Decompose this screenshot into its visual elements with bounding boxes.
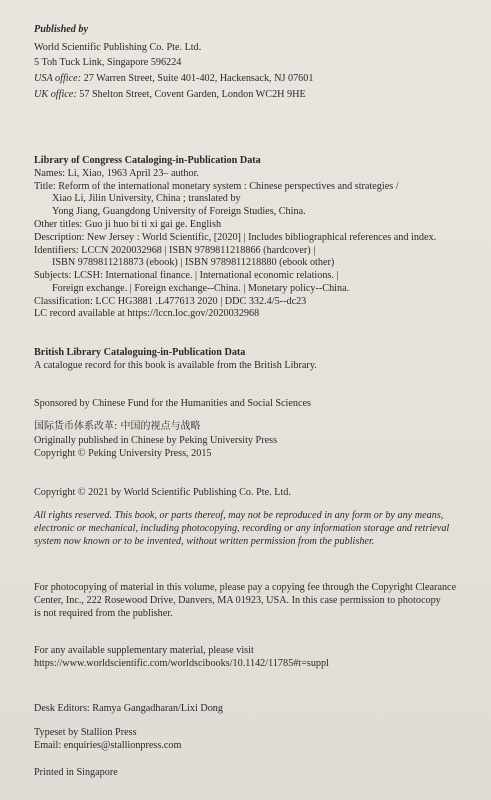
bl-text: A catalogue record for this book is available from the British Library. <box>34 360 317 371</box>
loc-line: Classification: LCC HG3881 .L477613 2020 | DDC 332.4/5--dc23 <box>34 296 307 307</box>
usa-office <box>34 73 485 85</box>
loc-line: Title: Reform of the international monetary system : Chinese perspectives and strategies / <box>34 181 399 192</box>
uk-office-label: UK office: <box>34 89 77 100</box>
rights-line: system now known or to be invented, without written permission from the publisher. <box>34 536 375 547</box>
loc-line: Xiao Li, Jilin University, China ; translated by <box>52 193 241 204</box>
desk-editors: Desk Editors: Ramya Gangadharan/Lixi Dong <box>34 703 223 714</box>
loc-heading: Library of Congress Cataloging-in-Publication Data <box>34 155 261 166</box>
supplementary-url: https://www.worldscientific.com/worldscibooks/10.1142/11785#t=suppl <box>34 658 329 669</box>
original-publisher: Originally published in Chinese by Peking University Press <box>34 435 278 446</box>
loc-line: Identifiers: LCCN 2020032968 | ISBN 9789811218866 (hardcover) | <box>34 245 316 256</box>
uk-office <box>34 89 485 101</box>
supplementary-line: For any available supplementary material, please visit <box>34 645 254 656</box>
loc-line: LC record available at https://lccn.loc.gov/2020032968 <box>34 308 260 319</box>
typeset-by: Typeset by Stallion Press <box>34 727 137 738</box>
loc-line: Yong Jiang, Guangdong University of Foreign Studies, China. <box>52 206 306 217</box>
rights-line: electronic or mechanical, including photocopying, recording or any information storage and retrieval <box>34 523 450 534</box>
chinese-title: 国际货币体系改革: 中国的视点与战略 <box>34 421 201 432</box>
original-copyright: Copyright © Peking University Press, 2015 <box>34 448 212 459</box>
copyright-notice: Copyright © 2021 by World Scientific Publishing Co. Pte. Ltd. <box>34 487 291 498</box>
loc-line: Other titles: Guo ji huo bi ti xi gai ge. English <box>34 219 222 230</box>
printed-in: Printed in Singapore <box>34 767 118 778</box>
photocopy-line: Center, Inc., 222 Rosewood Drive, Danvers, MA 01923, USA. In this case permission to photocopy <box>34 595 441 606</box>
uk-office-address: 57 Shelton Street, Covent Garden, London WC2H 9HE <box>79 89 306 100</box>
typeset-email: Email: enquiries@stallionpress.com <box>34 740 182 751</box>
bl-heading: British Library Cataloguing-in-Publication Data <box>34 347 246 358</box>
sponsor-text: Sponsored by Chinese Fund for the Humanities and Social Sciences <box>34 398 311 409</box>
usa-office-label: USA office: <box>34 73 82 84</box>
rights-line: All rights reserved. This book, or parts thereof, may not be reproduced in any form or by any means, <box>34 510 444 521</box>
loc-line: Subjects: LCSH: International finance. | International economic relations. | <box>34 270 339 281</box>
photocopy-line: For photocopying of material in this volume, please pay a copying fee through the Copyright Clearance <box>34 582 457 593</box>
photocopy-line: is not required from the publisher. <box>34 608 173 619</box>
publisher-name: World Scientific Publishing Co. Pte. Ltd. <box>34 42 202 53</box>
published-by-heading: Published by <box>34 24 89 35</box>
usa-office-address: 27 Warren Street, Suite 401-402, Hackensack, NJ 07601 <box>83 73 314 84</box>
publisher-address: 5 Toh Tuck Link, Singapore 596224 <box>34 57 182 68</box>
loc-line: Description: New Jersey : World Scientific, [2020] | Includes bibliographical references and index. <box>34 232 437 243</box>
loc-line: Names: Li, Xiao, 1963 April 23– author. <box>34 168 199 179</box>
loc-line: ISBN 9789811218873 (ebook) | ISBN 9789811218880 (ebook other) <box>52 257 335 268</box>
loc-line: Foreign exchange. | Foreign exchange--China. | Monetary policy--China. <box>52 283 350 294</box>
